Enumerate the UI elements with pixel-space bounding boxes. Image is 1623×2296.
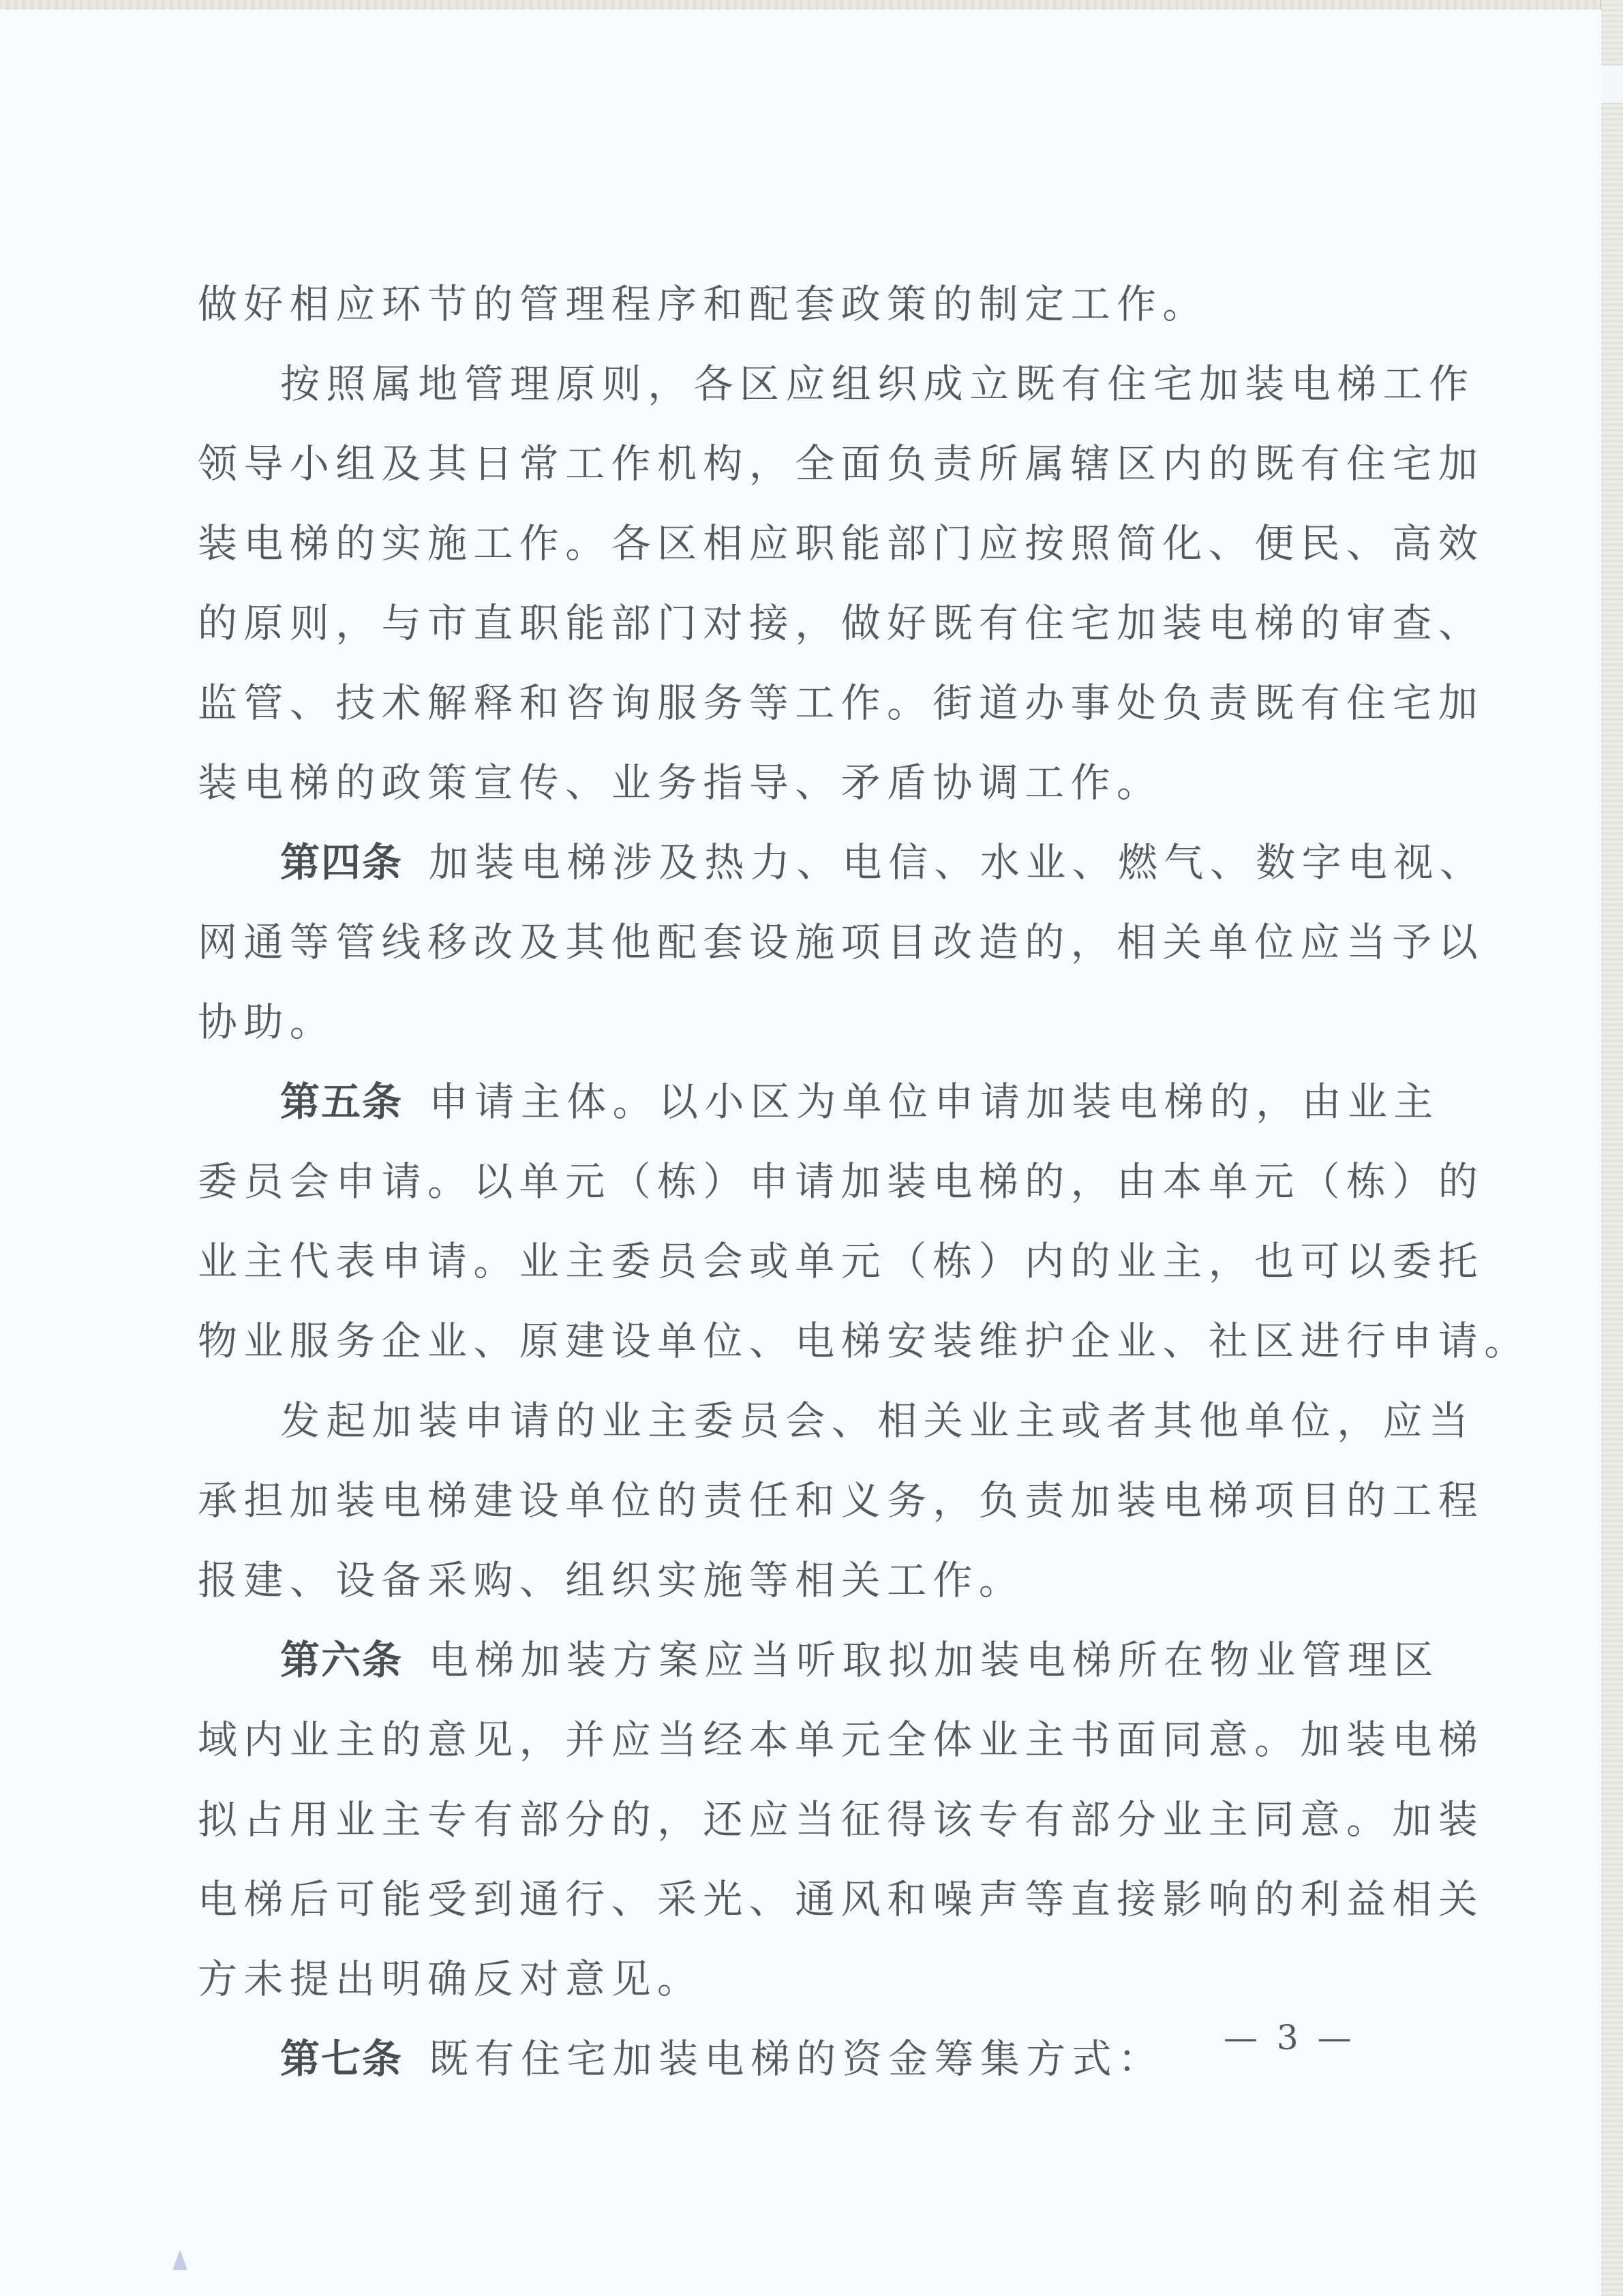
text-line: 协助。 [198,999,336,1045]
text-line: 委员会申请。以单元（栋）申请加装电梯的，由本单元（栋）的 [198,1158,1485,1205]
text-line: 承担加装电梯建设单位的责任和义务，负责加装电梯项目的工程 [198,1477,1485,1524]
text-line: 领导小组及其日常工作机构，全面负责所属辖区内的既有住宅加 [198,440,1485,487]
text-line: 报建、设备采购、组织实施等相关工作。 [198,1557,1025,1603]
text-line: 物业服务企业、原建设单位、电梯安装维护企业、社区进行申请。 [198,1318,1530,1364]
text-line: 电梯后可能受到通行、采光、通风和噪声等直接影响的利益相关 [198,1876,1485,1922]
text-line: 拟占用业主专有部分的，还应当征得该专有部分业主同意。加装 [198,1796,1485,1843]
article-label: 第六条 [280,1637,404,1683]
text-line: 装电梯的实施工作。各区相应职能部门应按照简化、便民、高效 [198,520,1485,567]
article-7: 第七条 既有住宅加装电梯的资金筹集方式： [280,2036,1164,2082]
article-6: 第六条 电梯加装方案应当听取拟加装电梯所在物业管理区 [280,1637,1440,1683]
article-label: 第四条 [280,839,404,886]
text-line: 做好相应环节的管理程序和配套政策的制定工作。 [198,281,1209,327]
document-body [198,265,1530,2099]
scan-artifact-mark [172,2250,187,2270]
text-line: 装电梯的政策宣传、业务指导、矛盾协调工作。 [198,759,1163,806]
article-label: 第五条 [280,1078,404,1125]
scanner-right-edge [1600,0,1623,2296]
text-line: 的原则，与市直职能部门对接，做好既有住宅加装电梯的审查、 [198,600,1485,646]
text-line: 域内业主的意见，并应当经本单元全体业主书面同意。加装电梯 [198,1717,1485,1763]
article-label: 第七条 [280,2036,404,2082]
text-line: 网通等管线移改及其他配套设施项目改造的，相关单位应当予以 [198,919,1485,965]
paragraph-start: 按照属地管理原则，各区应组织成立既有住宅加装电梯工作 [280,361,1475,407]
scanner-top-edge [0,0,1623,10]
article-4: 第四条 加装电梯涉及热力、电信、水业、燃气、数字电视、 [280,839,1486,886]
page-number: — 3 — [1224,2018,1356,2057]
paragraph-start: 发起加装申请的业主委员会、相关业主或者其他单位，应当 [280,1398,1475,1444]
scanner-edge-tab [1601,65,1623,104]
text-line: 业主代表申请。业主委员会或单元（栋）内的业主，也可以委托 [198,1238,1485,1284]
article-5: 第五条 申请主体。以小区为单位申请加装电梯的，由业主 [280,1078,1440,1125]
text-line: 方未提出明确反对意见。 [198,1956,703,2002]
text-line: 监管、技术解释和咨询服务等工作。街道办事处负责既有住宅加 [198,680,1485,726]
